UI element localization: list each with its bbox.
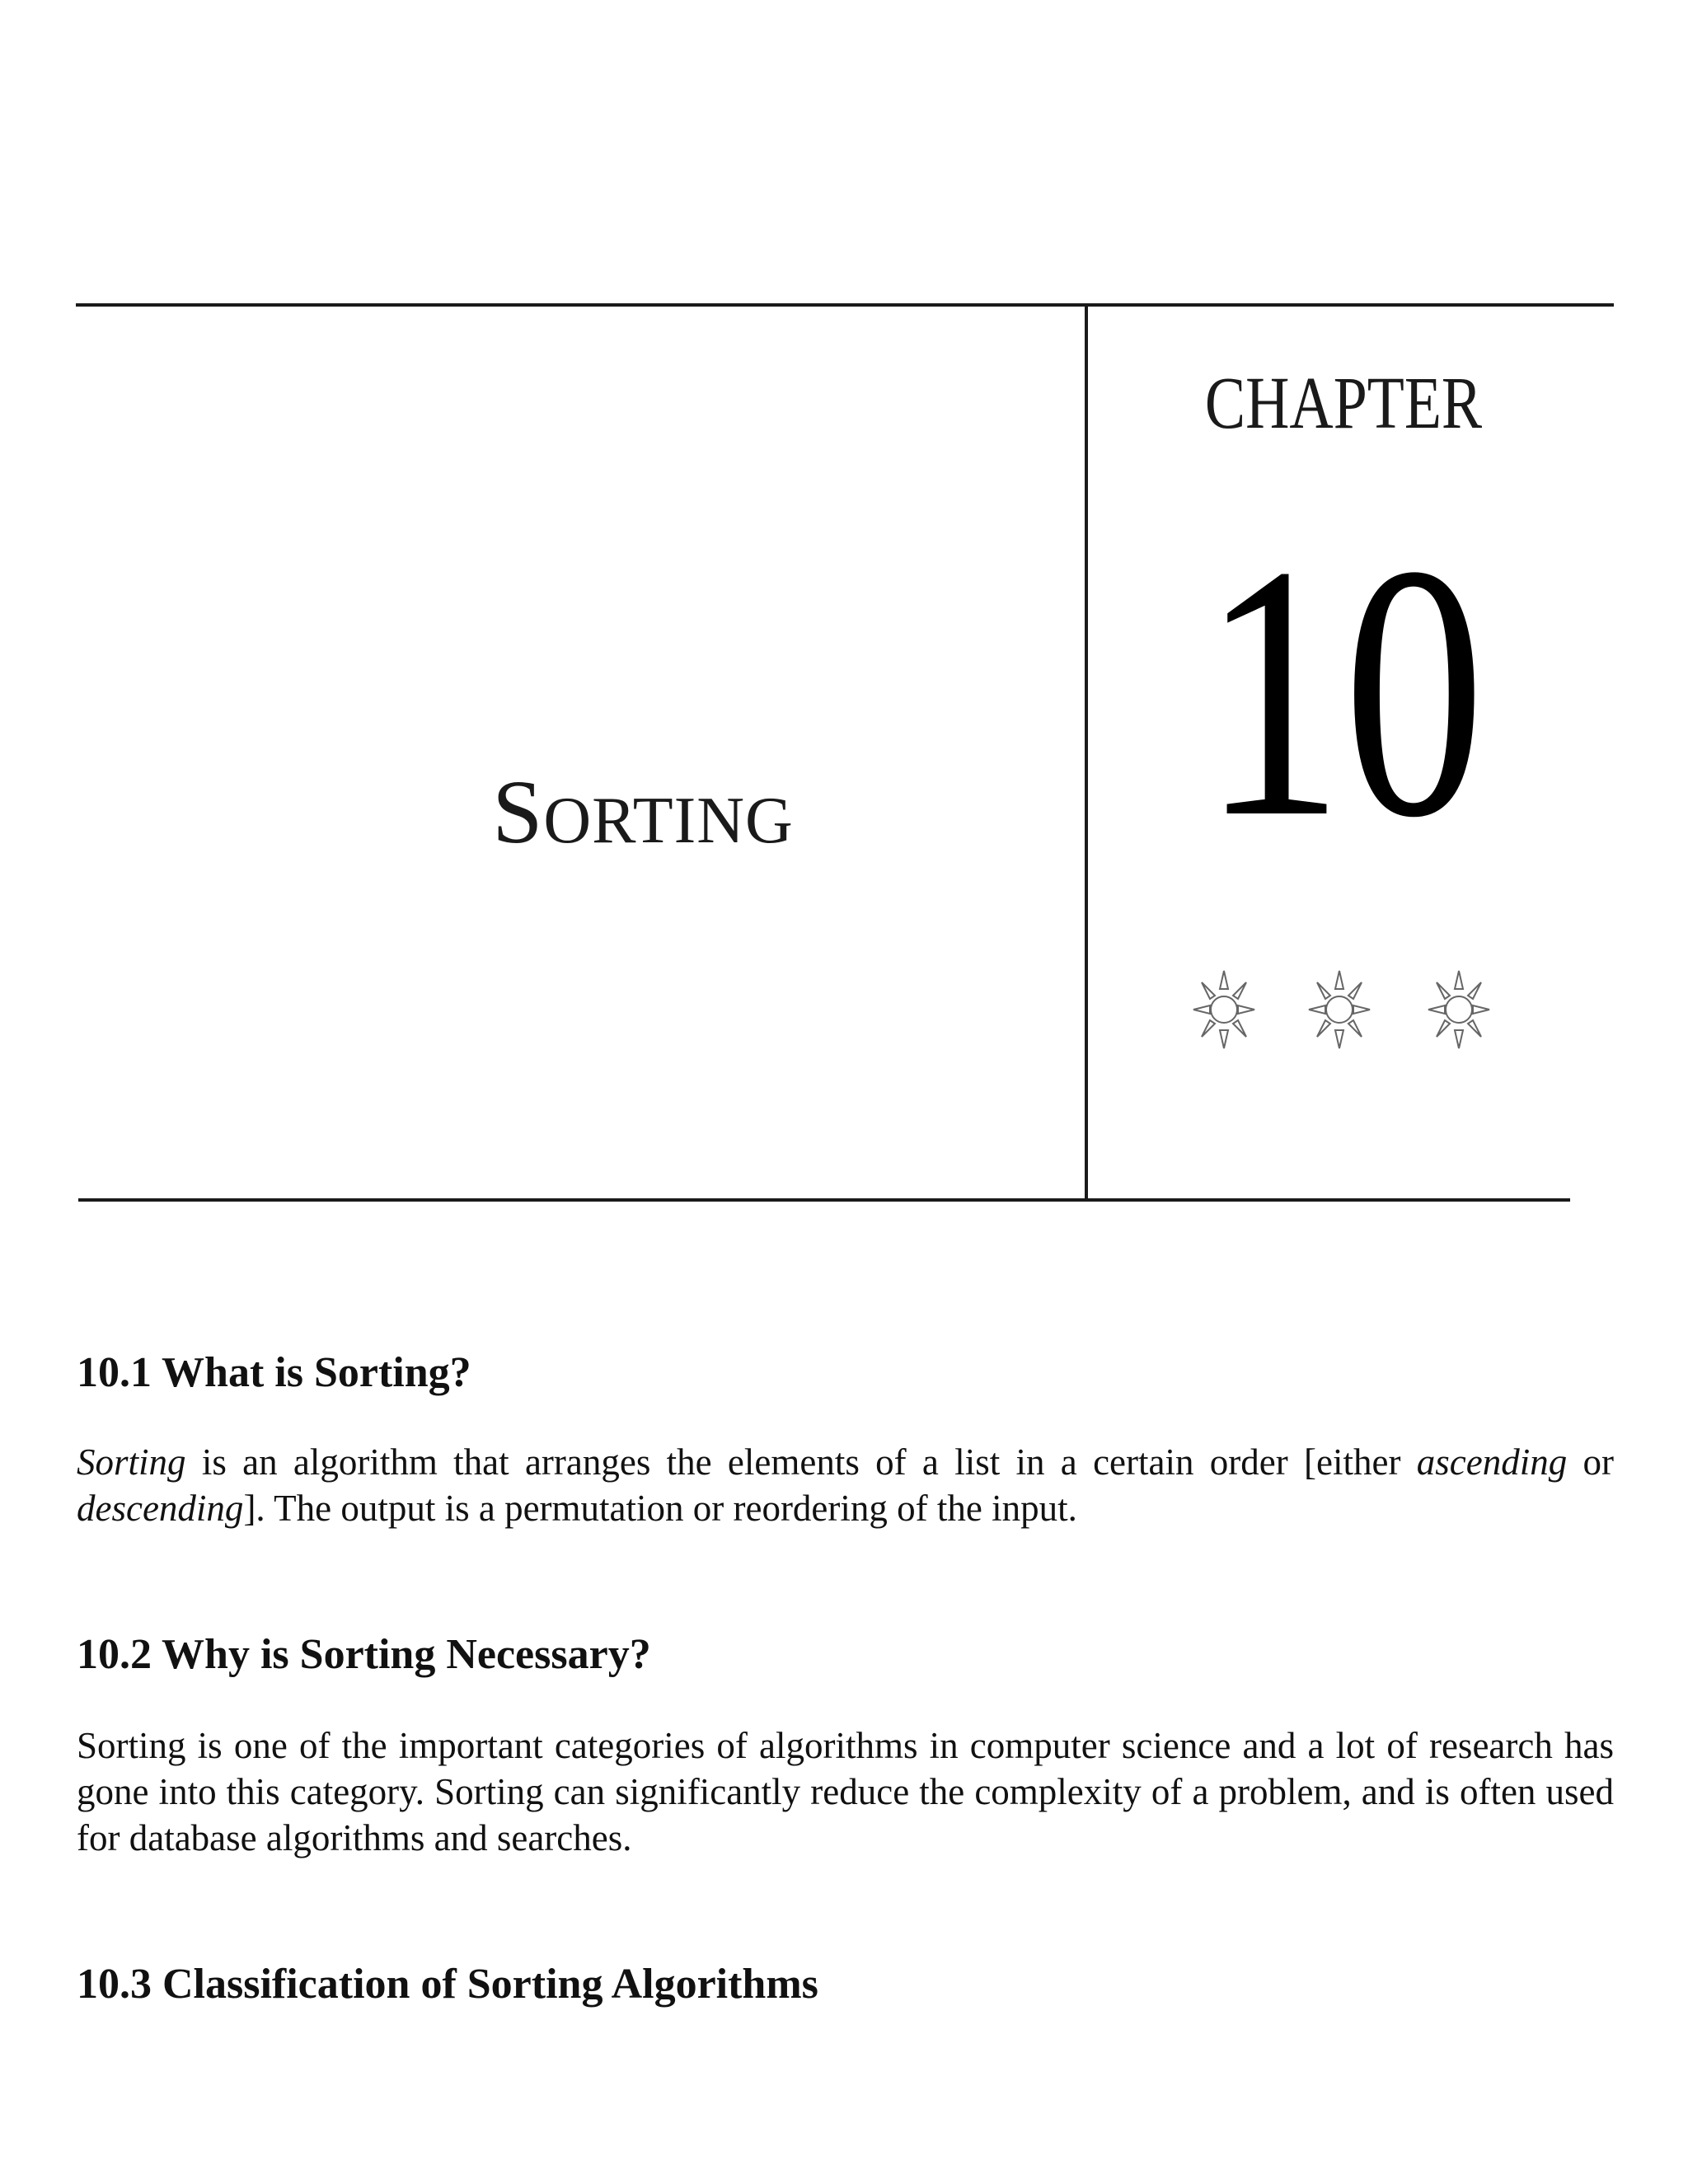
chapter-title-rest: ORTING [543,785,794,857]
ornament-row [1179,964,1508,1055]
chapter-label: CHAPTER [1204,363,1483,444]
section-heading-10-2: 10.2 Why is Sorting Necessary? [77,1631,651,1678]
paragraph-text: is an algorithm that arranges the elements of a list in a certain order [either [185,1441,1417,1483]
term-sorting: Sorting [77,1441,186,1483]
term-descending: descending [77,1488,244,1529]
sun-ornament-icon [1187,964,1261,1055]
term-ascending: ascending [1416,1441,1568,1483]
chapter-number: 10 [1202,491,1485,893]
section-paragraph-10-2: Sorting is one of the important categories of algorithms in computer science and a lot of research has gone into this category. Sorting can significantly reduce the complexity of a problem, and is often used for database algorithms and searches. [77,1725,1614,1858]
bottom-rule [78,1198,1570,1202]
section-heading-10-1: 10.1 What is Sorting? [77,1349,471,1396]
section-heading-10-3: 10.3 Classification of Sorting Algorithms [77,1961,818,2008]
sun-ornament-icon [1422,964,1496,1055]
sun-ornament-icon [1302,964,1376,1055]
divider-rule [1085,303,1088,1202]
top-rule [76,303,1614,307]
chapter-title [429,762,857,862]
section-paragraph-10-1 [77,1439,1614,1531]
paragraph-text: or [1567,1441,1614,1483]
chapter-title-initial: S [492,762,544,862]
paragraph-text: ]. The output is a permutation or reordering of the input. [243,1488,1077,1529]
